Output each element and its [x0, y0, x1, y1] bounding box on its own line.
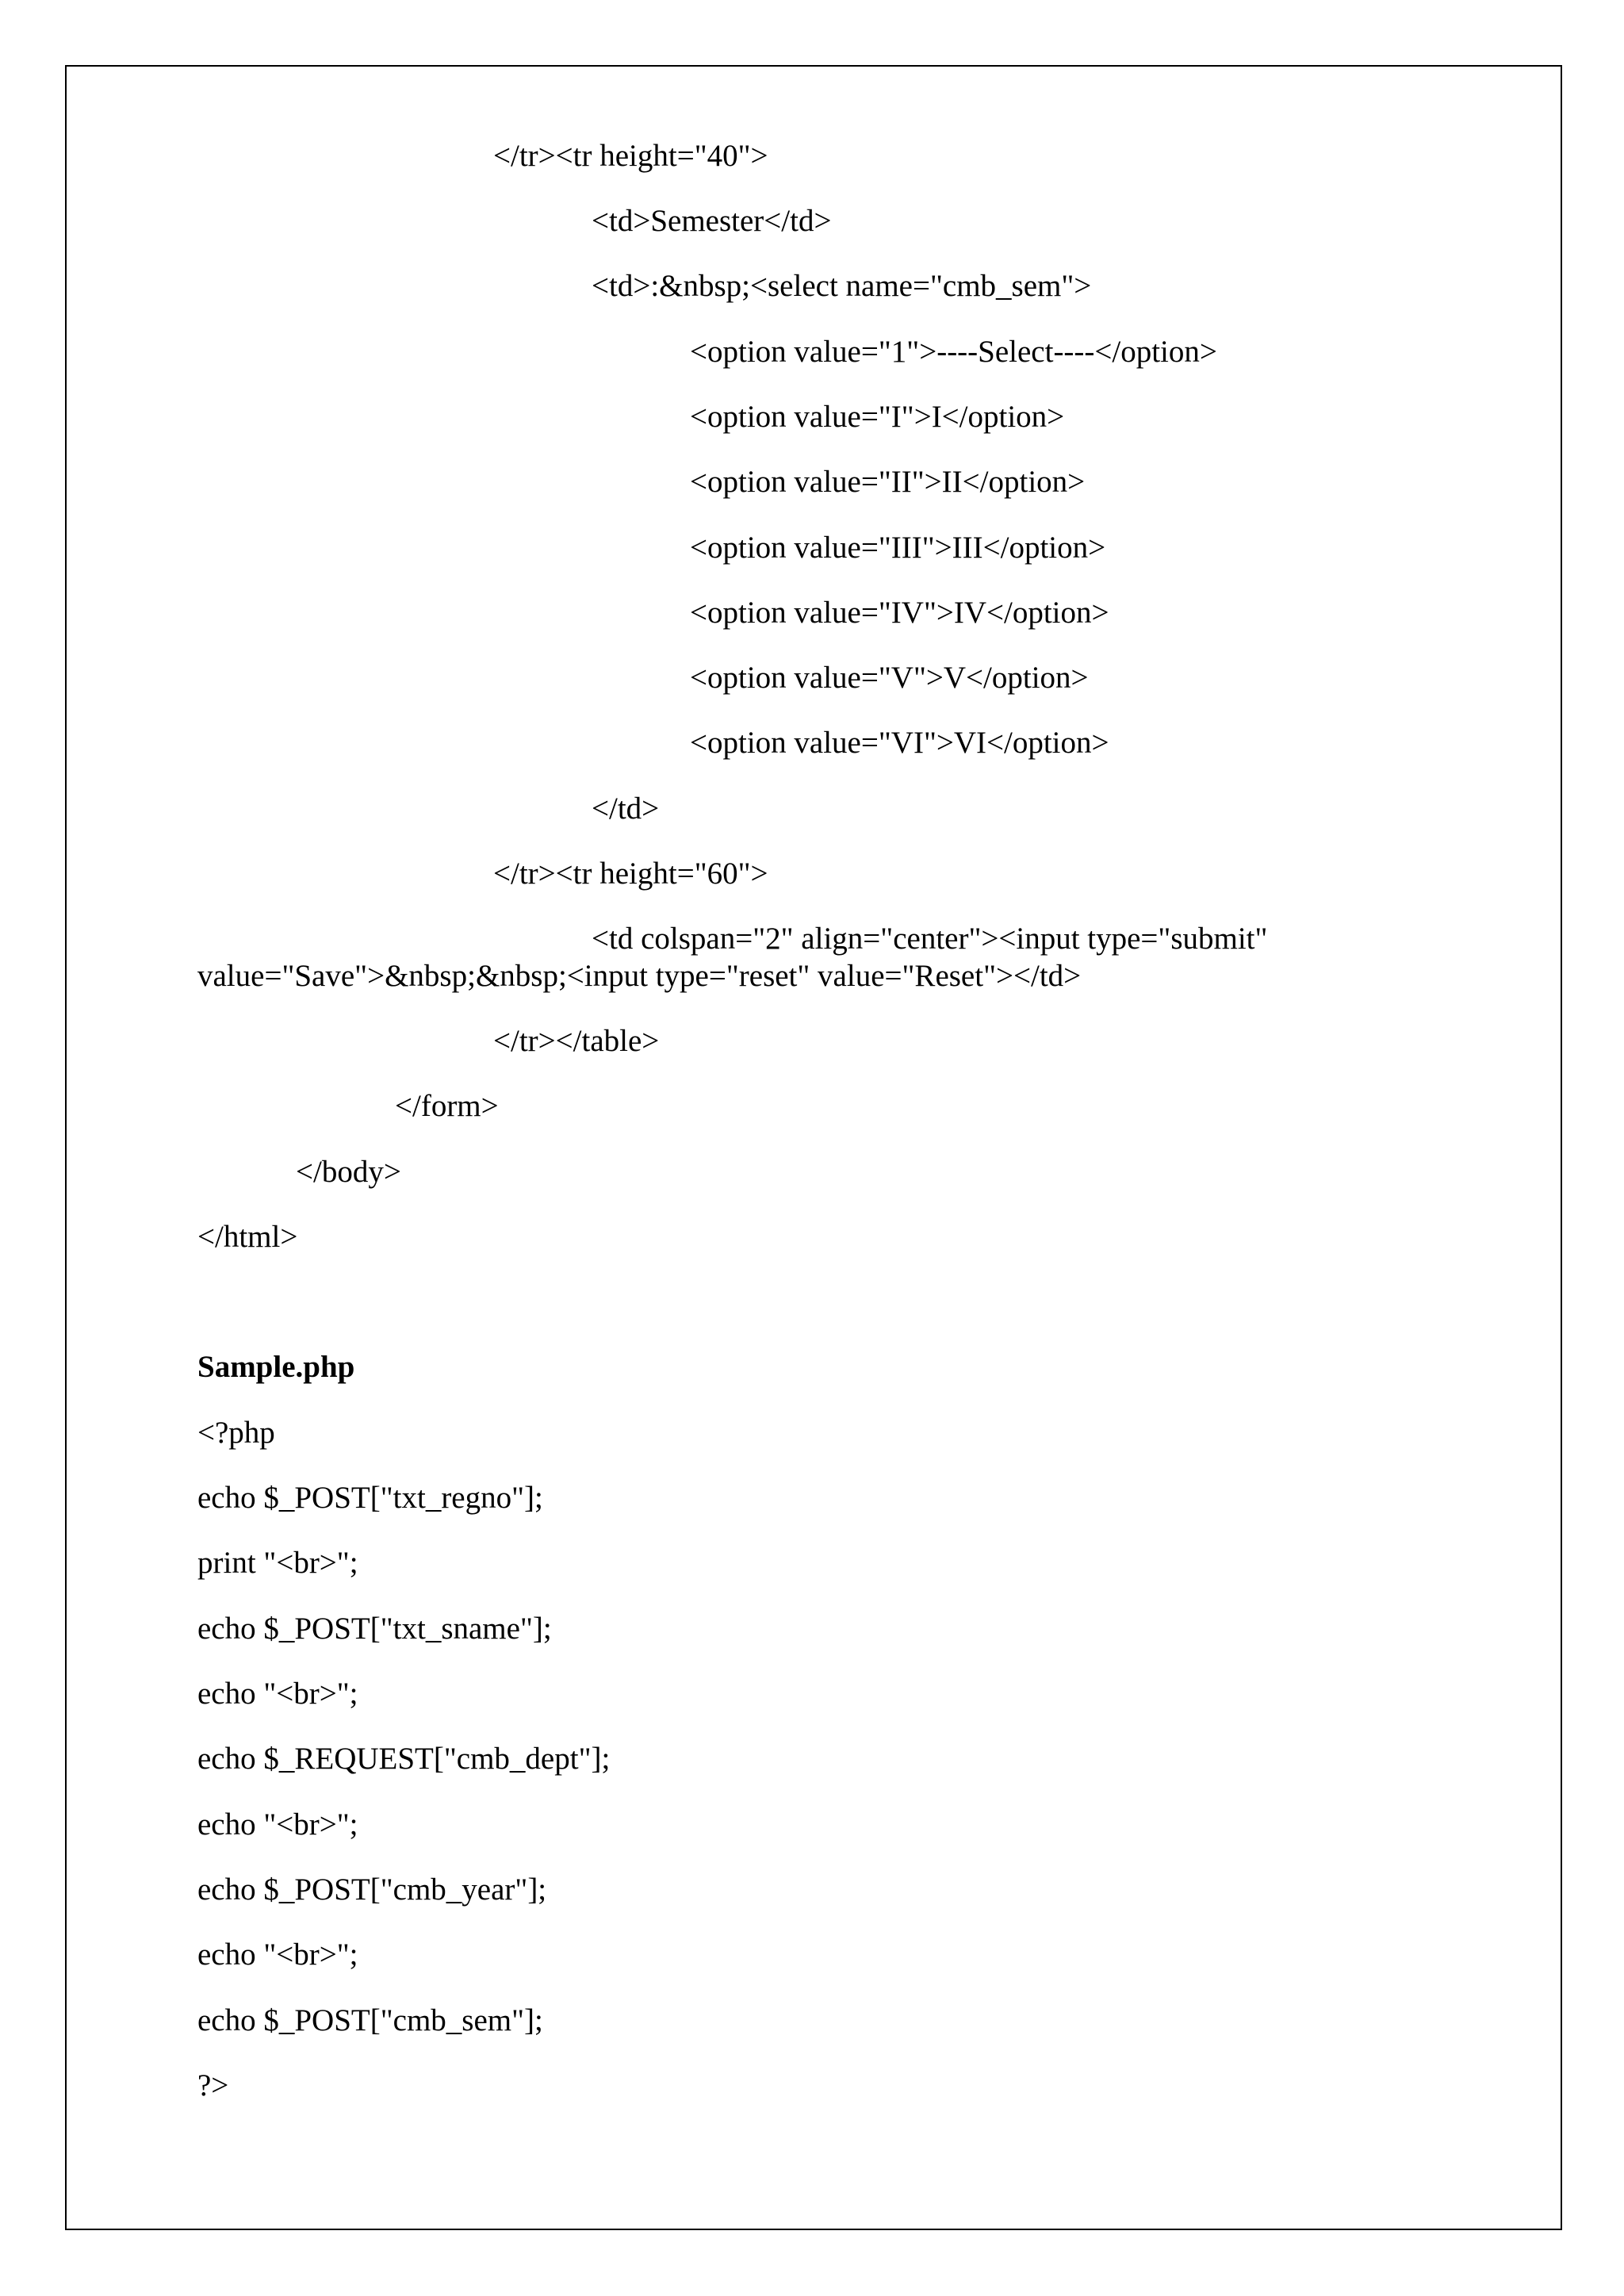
code-line: <option value="1">----Select----</option>: [690, 335, 1217, 369]
php-line: echo $_REQUEST["cmb_dept"];: [197, 1742, 611, 1776]
code-line: </form>: [395, 1089, 499, 1123]
section-heading: Sample.php: [197, 1350, 355, 1384]
php-line: echo $_POST["txt_sname"];: [197, 1612, 552, 1646]
code-line: <option value="II">II</option>: [690, 465, 1086, 499]
code-line: <option value="IV">IV</option>: [690, 596, 1109, 630]
code-line: <option value="VI">VI</option>: [690, 726, 1109, 760]
code-line: </tr></table>: [493, 1024, 660, 1058]
code-line: <option value="I">I</option>: [690, 400, 1065, 434]
code-line: <td>Semester</td>: [592, 204, 832, 238]
code-line: <option value="III">III</option>: [690, 531, 1106, 565]
php-line: echo $_POST["cmb_year"];: [197, 1872, 547, 1907]
php-line: echo $_POST["txt_regno"];: [197, 1481, 543, 1515]
code-line: value="Save">&nbsp;&nbsp;<input type="reset" value="Reset"></td>: [197, 959, 1082, 993]
php-line: echo "<br>";: [197, 1807, 358, 1842]
php-line: <?php: [197, 1416, 275, 1450]
code-line: </body>: [296, 1155, 401, 1189]
code-line: <option value="V">V</option>: [690, 661, 1089, 695]
php-line: print "<br>";: [197, 1546, 358, 1580]
code-line: </tr><tr height="60">: [493, 857, 768, 891]
code-line: <td>:&nbsp;<select name="cmb_sem">: [592, 269, 1092, 303]
code-line: </html>: [197, 1220, 298, 1254]
php-line: ?>: [197, 2068, 229, 2102]
php-line: echo "<br>";: [197, 1938, 358, 1972]
php-line: echo $_POST["cmb_sem"];: [197, 2003, 543, 2037]
php-line: echo "<br>";: [197, 1677, 358, 1711]
code-line: </tr><tr height="40">: [493, 139, 768, 173]
code-line: </td>: [592, 792, 660, 826]
code-line: <td colspan="2" align="center"><input type="submit": [592, 922, 1268, 956]
